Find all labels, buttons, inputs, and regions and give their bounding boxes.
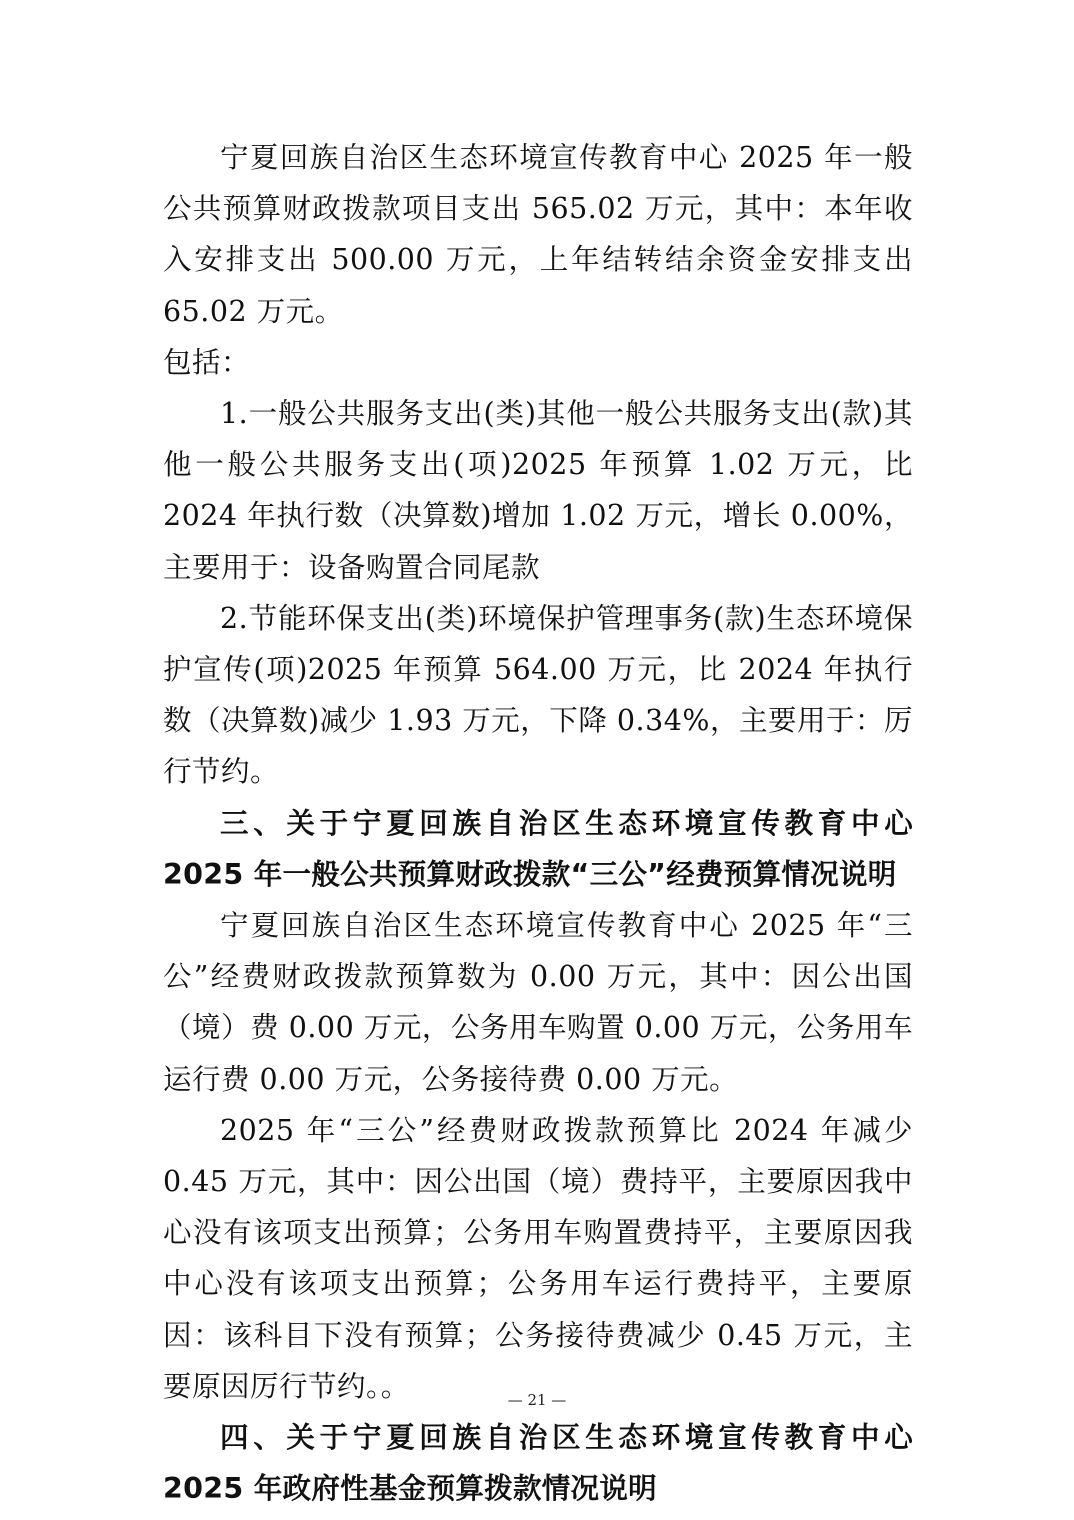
paragraph-three-public-change: 2025 年“三公”经费财政拨款预算比 2024 年减少 0.45 万元，其中：因公出国（境）费持平，主要原因我中心没有该项支出预算；公务用车购置费持平，主要原因我中心没有该项支出预算；公务用车运行费持平，主要原因：该科目下没有预算；公务接待费减少 0.45 万元，主要原因厉行节约。。	[163, 1113, 913, 1403]
page-number: — 21 —	[507, 1391, 567, 1409]
paragraph-includes: 包括：	[163, 345, 251, 379]
section-heading-3: 三、关于宁夏回族自治区生态环境宣传教育中心 2025 年一般公共预算财政拨款“三公”经费预算情况说明	[163, 806, 913, 891]
section-heading-4: 四、关于宁夏回族自治区生态环境宣传教育中心 2025 年政府性基金预算拨款情况说明	[163, 1421, 913, 1506]
paragraph-three-public-budget: 宁夏回族自治区生态环境宣传教育中心 2025 年“三公”经费财政拨款预算数为 0.00 万元，其中：因公出国（境）费 0.00 万元，公务用车购置 0.00 万元，公务用车运行费 0.00 万元，公务接待费 0.00 万元。	[163, 909, 913, 1096]
paragraph-item-1: 1.一般公共服务支出(类)其他一般公共服务支出(款)其他一般公共服务支出(项)2025 年预算 1.02 万元，比 2024 年执行数（决算数)增加 1.02 万元，增长 0.00%，主要用于：设备购置合同尾款	[163, 397, 913, 584]
document-page	[163, 132, 913, 1514]
paragraph-project-expenditure: 宁夏回族自治区生态环境宣传教育中心 2025 年一般公共预算财政拨款项目支出 565.02 万元，其中：本年收入安排支出 500.00 万元，上年结转结余资金安排支出 65.02 万元。	[163, 141, 913, 328]
paragraph-item-2: 2.节能环保支出(类)环境保护管理事务(款)生态环境保护宣传(项)2025 年预算 564.00 万元，比 2024 年执行数（决算数)减少 1.93 万元，下降 0.34%，主要用于：厉行节约。	[163, 601, 913, 789]
